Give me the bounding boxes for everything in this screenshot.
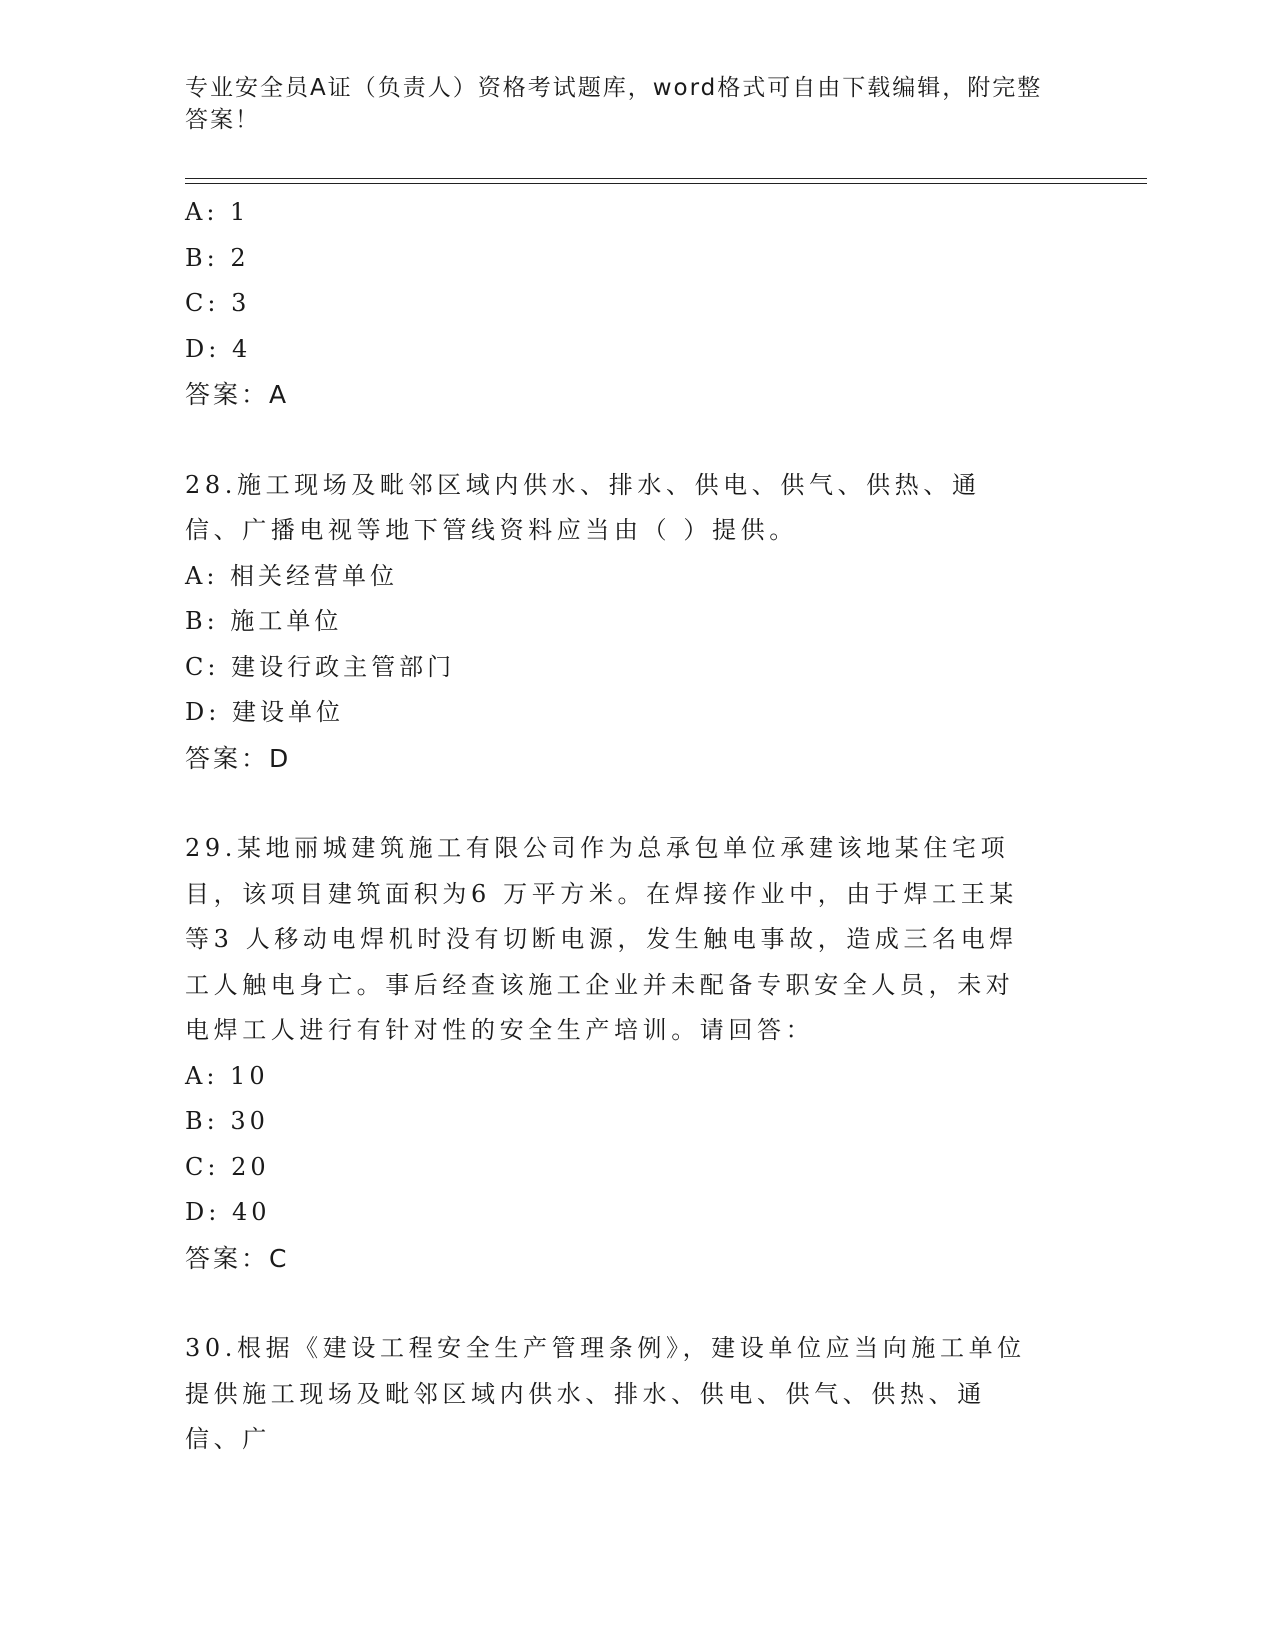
question-text	[185, 1326, 1065, 1463]
question-29	[185, 826, 1065, 1281]
question-stem: 29.某地丽城建筑施工有限公司作为总承包单位承建该地某住宅项目，该项目建筑面积为6 万平方米。在焊接作业中，由于焊工王某等3 人移动电焊机时没有切断电源，发生触电事故，造成三名电焊工人触电身亡。事后经查该施工企业并未配备专职安全人员，未对电焊工人进行有针对性的安全生产培训。请回答：	[185, 834, 1018, 1044]
option-d: D: 40	[185, 1198, 271, 1226]
answer-line: 答案：A	[185, 380, 290, 409]
question-text	[185, 463, 1065, 554]
question-stem: 30.根据《建设工程安全生产管理条例》，建设单位应当向施工单位提供施工现场及毗邻区域内供水、排水、供电、供气、供热、通信、广	[185, 1334, 1026, 1453]
question-27	[185, 190, 1065, 418]
option-c: C: 20	[185, 1152, 270, 1181]
option-a: A: 相关经营单位	[185, 561, 399, 590]
option-a: A: 1	[185, 198, 250, 226]
document-body	[185, 190, 1065, 1463]
question-30	[185, 1326, 1065, 1463]
option-c: C: 3	[185, 289, 251, 317]
header-divider	[185, 178, 1147, 184]
document-header: 专业安全员A证（负责人）资格考试题库，word格式可自由下载编辑，附完整答案！	[185, 75, 1043, 133]
option-b: B: 2	[185, 243, 250, 272]
option-d: D: 4	[185, 334, 252, 363]
option-d: D: 建设单位	[185, 698, 344, 726]
question-text	[185, 826, 1065, 1054]
option-c: C: 建设行政主管部门	[185, 652, 456, 681]
question-28	[185, 463, 1065, 782]
answer-line: 答案：D	[185, 743, 292, 773]
question-stem: 28.施工现场及毗邻区域内供水、排水、供电、供气、供热、通信、广播电视等地下管线资料应当由（ ）提供。	[185, 470, 981, 544]
option-a: A: 10	[185, 1061, 269, 1090]
option-b: B: 施工单位	[185, 607, 343, 635]
answer-line: 答案：C	[185, 1243, 290, 1273]
option-b: B: 30	[185, 1107, 269, 1135]
